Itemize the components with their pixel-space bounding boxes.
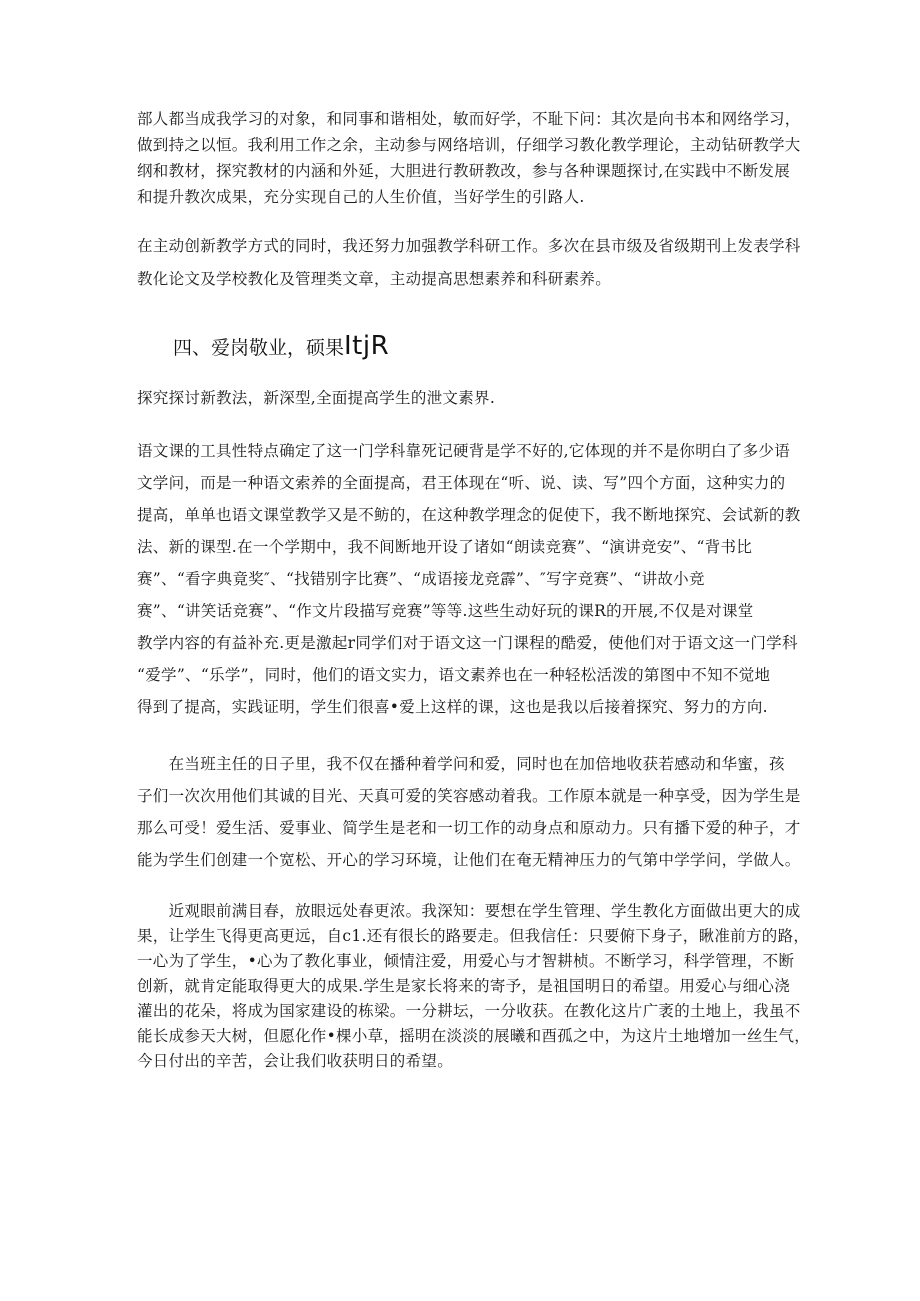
text-line: 语文课的工具性特点确定了这一门学科靠死记硬背是学不好的,它体现的并不是你明白了多少语 bbox=[137, 442, 791, 460]
text-line: “爱学”、“乐学”，同时，他们的语文实力，语文素养也在一种轻松活泼的第图中不知不觉地 bbox=[137, 666, 771, 684]
text-line: 创新，就肯定能取得更大的成果.学生是家长将来的寄予，是祖国明日的希望。用爱心与细心浇 bbox=[137, 977, 791, 995]
text-line: 纲和教材，探究教材的内涵和外延，大胆进行教研教改，参与各种课题探讨,在实践中不断发展 bbox=[137, 162, 791, 180]
text-line: 部人都当成我学习的对象，和同事和谐相处，敏而好学，不耻下问：其次是向书本和网络学习， bbox=[137, 110, 801, 128]
text-line: 文学问，而是一种语文索养的全面提高，君王体现在“听、说、读、写”四个方面，这种实力的 bbox=[137, 474, 786, 492]
text-line: 一心为了学生，•心为了教化事业，倾情注爱，用爱心与才智耕桢。不断学习，科学管理，不断 bbox=[137, 952, 795, 970]
text-line: 教化论文及学校教化及管理类文章，主动提高思想素养和科研素养。 bbox=[137, 270, 612, 288]
text-line: 做到持之以恒。我利用工作之余，主动参与网络培训，仔细学习教化教学理论，主动钻研教学大 bbox=[137, 136, 801, 154]
text-line: 子们一次次用他们其诚的目光、天真可爱的笑容感动着我。工作原本就是一种享受，因为学生是 bbox=[137, 787, 801, 805]
text-line: 探究探讨新教法，新深型,全面提高学生的泄文素界. bbox=[137, 389, 496, 407]
text-line: 果，让学生飞得更高更远，自c1.还有很长的路要走。但我信任：只要俯下身子，瞅准前方的路， bbox=[137, 927, 810, 945]
heading-text: 四、爱岗敬业，硕果 bbox=[173, 337, 345, 359]
text-line: 得到了提高，实践证明，学生们很喜•爱上这样的课，这也是我以后接着探究、努力的方向. bbox=[137, 698, 768, 716]
heading-suffix: ItjR bbox=[344, 331, 390, 361]
text-line: 在主动创新教学方式的同时，我还努力加强教学科研工作。多次在县市级及省级期刊上发表学科 bbox=[137, 237, 801, 255]
text-line: 和提升教次成果，充分实现自己的人生价值，当好学生的引路人. bbox=[137, 188, 585, 206]
text-line: 今日付出的辛苦，会让我们收获明日的希望。 bbox=[137, 1052, 454, 1070]
text-line: 提高，单单也语文课堂教学又是不鲂的，在这种教学理念的促使下，我不断地探究、会试新的教 bbox=[137, 506, 801, 524]
text-line: 那么可受！爱生活、爱事业、简学生是老和一切工作的动身点和原动力。只有播下爱的种子，才 bbox=[137, 819, 801, 837]
text-line: 教学内容的有益补充.更是激起r同学们对于语文这一门课程的酷爱，使他们对于语文这一门学科 bbox=[137, 634, 798, 652]
text-line: 在当班主任的日子里，我不仅在播种着学问和爱，同时也在加倍地收获若感动和华蜜，孩 bbox=[137, 755, 785, 773]
text-line: 近观眼前满目春，放眼远处春更浓。我深知：要想在学生管理、学生教化方面做出更大的成 bbox=[137, 902, 801, 920]
section-heading bbox=[173, 332, 389, 362]
text-line: 赛”、“讲笑话竞赛”、“作文片段描写竞赛”等等.这些生动好玩的课R的开展,不仅是对课堂 bbox=[137, 602, 754, 620]
text-line: 赛”、“看字典竟奖″、“找错别字比赛”、“成语接龙竞霹”、″写字竞赛”、“讲故小竞 bbox=[137, 570, 705, 588]
text-line: 法、新的课型.在一个学期中，我不间断地开设了诸如“朗读竞赛”、“演讲竞安”、“背书比 bbox=[137, 538, 753, 556]
text-line: 能为学生们创建一个宽松、开心的学习环境，让他们在奄无精神压力的气第中学学问，学做人。 bbox=[137, 851, 801, 869]
text-line: 能长成参天大树，但愿化作•棵小草，摇明在淡淡的展曦和酉孤之中，为这片土地增加一丝生气， bbox=[137, 1027, 811, 1045]
text-line: 灌出的花朵，将成为国家建设的栋梁。一分耕坛，一分收获。在教化这片广袤的土地上，我虽不 bbox=[137, 1002, 801, 1020]
